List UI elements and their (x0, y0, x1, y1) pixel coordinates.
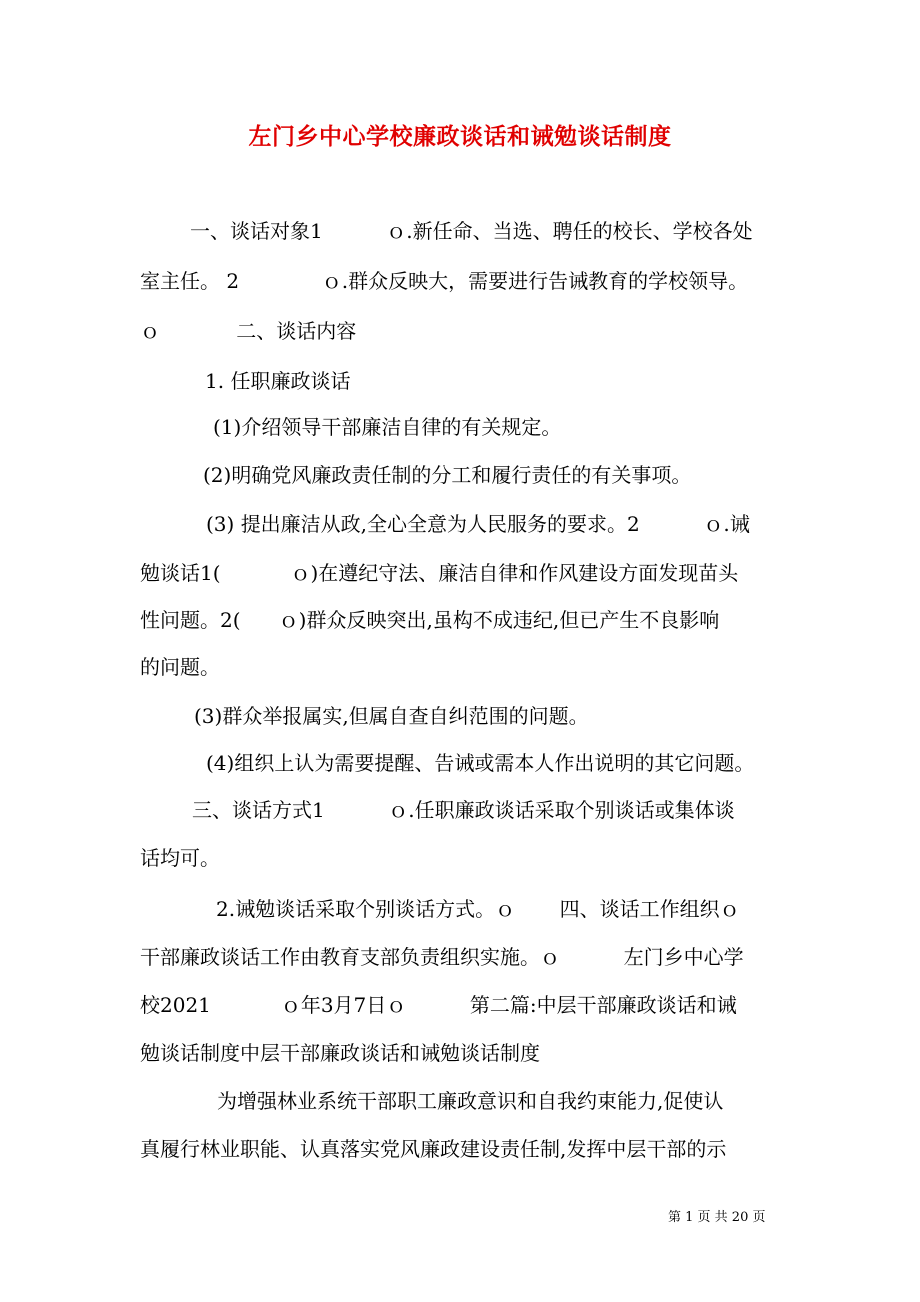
body-line: (3)群众举报属实,但属自查自纠范围的问题。 (194, 704, 589, 728)
body-line: (1)介绍领导干部廉洁自律的有关规定。 (213, 415, 562, 439)
body-line: 2.诫勉谈话采取个别谈话方式。ｏ 四、谈话工作组织ｏ (216, 897, 740, 921)
body-line: 性问题。2( ｏ)群众反映突出,虽构不成违纪,但已产生不良影响 (140, 608, 720, 632)
body-line: 室主任。 2 ｏ.群众反映大，需要进行告诫教育的学校领导。 (140, 269, 749, 293)
page-number: 第 1 页 共 20 页 (668, 1210, 766, 1225)
body-line: (4)组织上认为需要提醒、告诫或需本人作出说明的其它问题。 (206, 751, 755, 775)
body-line: 一、谈话对象1 ｏ.新任命、当选、聘任的校长、学校各处 (190, 219, 753, 243)
body-line: 勉谈话1( ｏ)在遵纪守法、廉洁自律和作风建设方面发现苗头 (140, 561, 739, 585)
body-line: 话均可。 (140, 846, 220, 870)
body-line: 1. 任职廉政谈话 (205, 369, 351, 393)
body-line: (2)明确党风廉政责任制的分工和履行责任的有关事项。 (203, 463, 692, 487)
body-line: 勉谈话制度中层干部廉政谈话和诫勉谈话制度 (140, 1041, 540, 1065)
body-line: 真履行林业职能、认真落实党风廉政建设责任制,发挥中层干部的示 (140, 1137, 727, 1161)
body-line: 为增强林业系统干部职工廉政意识和自我约束能力,促使认 (217, 1089, 724, 1113)
body-line: (3) 提出廉洁从政,全心全意为人民服务的要求。2 ｏ.诫 (206, 512, 750, 536)
body-line: 校2021 ｏ年3月7日ｏ 第二篇:中层干部廉政谈话和诫 (140, 993, 737, 1017)
body-line: ｏ 二、谈话内容 (140, 319, 357, 343)
body-line: 干部廉政谈话工作由教育支部负责组织实施。ｏ 左门乡中心学 (140, 945, 744, 969)
body-line: 的问题。 (140, 655, 220, 679)
document-title: 左门乡中心学校廉政谈话和诫勉谈话制度 (248, 123, 672, 150)
body-line: 三、谈话方式1 ｏ.任职廉政谈话采取个别谈话或集体谈 (192, 798, 735, 822)
